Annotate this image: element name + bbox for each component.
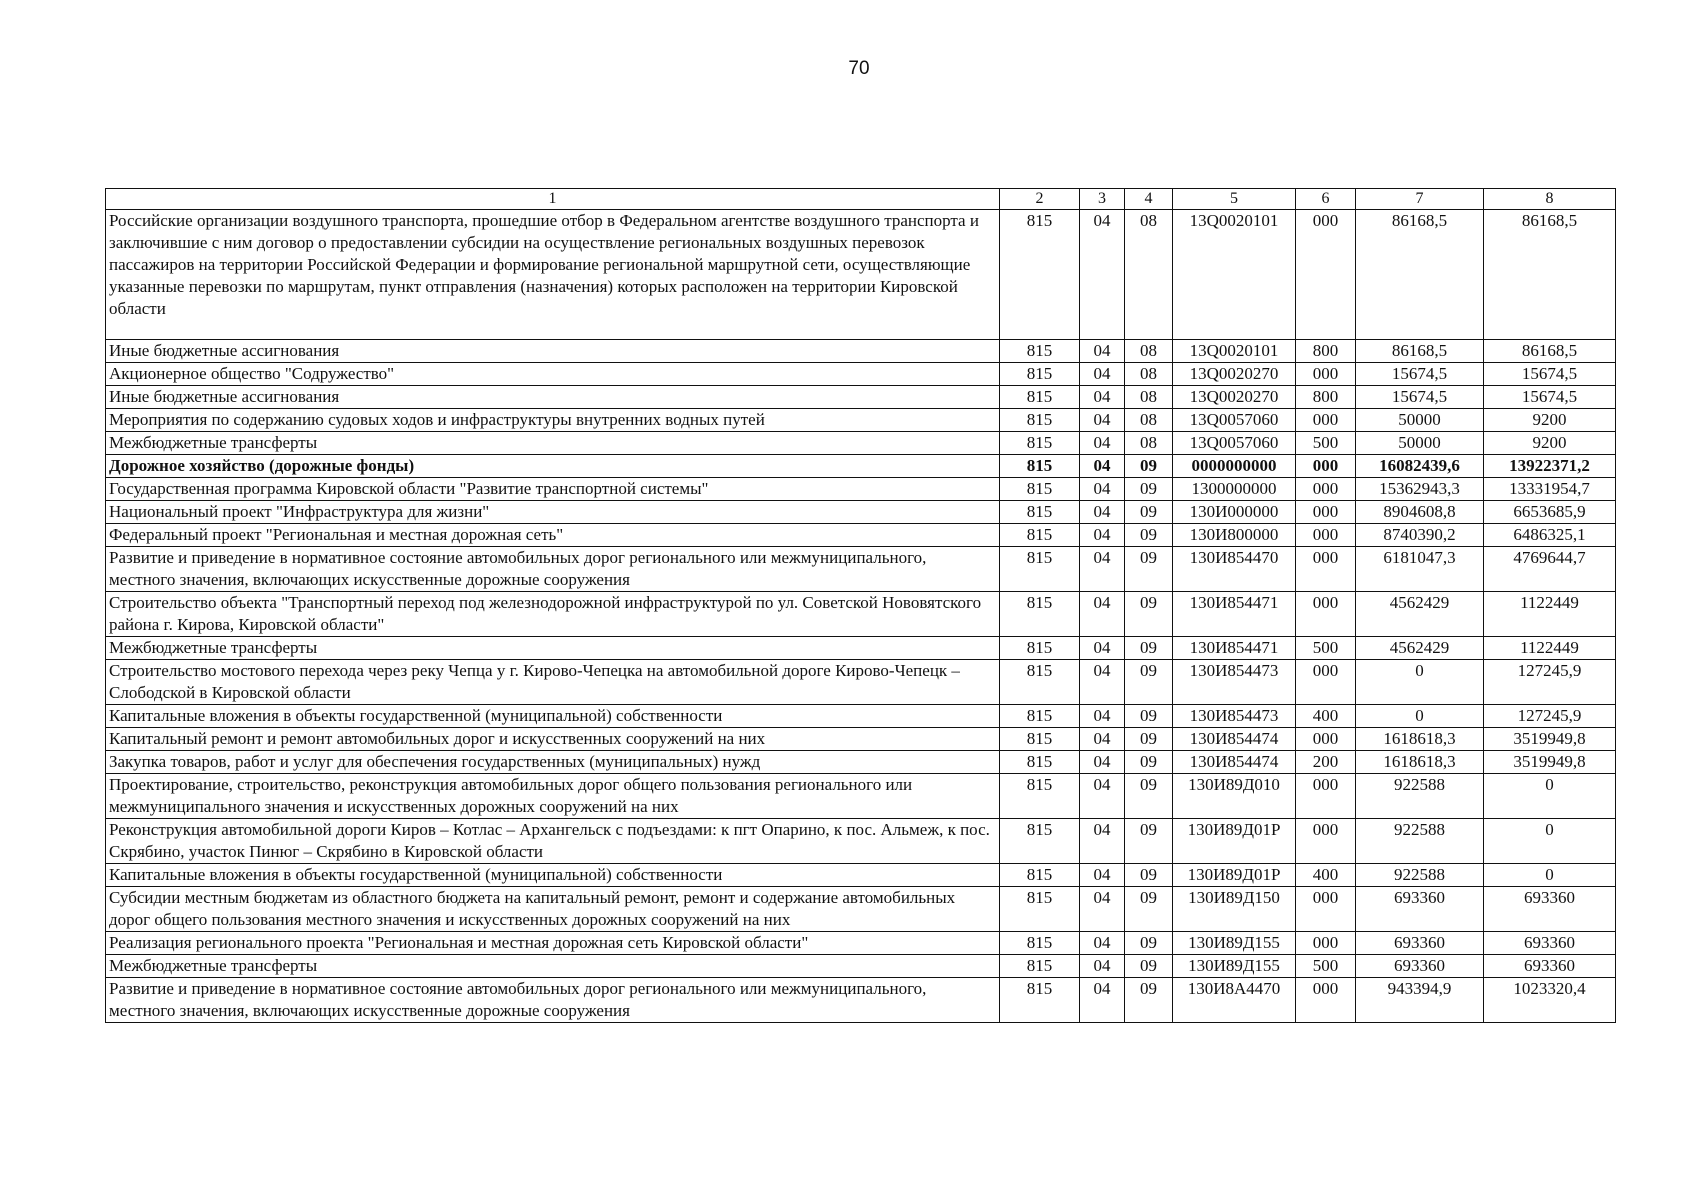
row-col4-cell: 09 — [1125, 547, 1173, 592]
row-col3-cell: 04 — [1080, 455, 1125, 478]
table-body — [106, 210, 1616, 1023]
row-col7-cell: 86168,5 — [1356, 210, 1484, 340]
row-col5-cell: 130И8А4470 — [1173, 978, 1296, 1023]
row-name-cell: Федеральный проект "Региональная и местная дорожная сеть" — [106, 524, 1000, 547]
row-name-cell: Межбюджетные трансферты — [106, 637, 1000, 660]
row-col6-cell: 000 — [1296, 501, 1356, 524]
row-col6-cell: 000 — [1296, 409, 1356, 432]
row-name-cell: Акционерное общество "Содружество" — [106, 363, 1000, 386]
row-name-cell: Государственная программа Кировской области "Развитие транспортной системы" — [106, 478, 1000, 501]
row-col3-cell: 04 — [1080, 363, 1125, 386]
row-col5-cell: 13Q0020101 — [1173, 340, 1296, 363]
row-col4-cell: 09 — [1125, 501, 1173, 524]
row-col8-cell: 3519949,8 — [1484, 751, 1616, 774]
row-col3-cell: 04 — [1080, 819, 1125, 864]
row-name-cell: Капитальный ремонт и ремонт автомобильных дорог и искусственных сооружений на них — [106, 728, 1000, 751]
row-col8-cell: 127245,9 — [1484, 705, 1616, 728]
row-col4-cell: 09 — [1125, 524, 1173, 547]
row-col6-cell: 000 — [1296, 478, 1356, 501]
row-col2-cell: 815 — [1000, 501, 1080, 524]
row-col5-cell: 130И854474 — [1173, 751, 1296, 774]
row-col6-cell: 000 — [1296, 547, 1356, 592]
row-col4-cell: 09 — [1125, 637, 1173, 660]
row-col6-cell: 500 — [1296, 955, 1356, 978]
row-col6-cell: 000 — [1296, 592, 1356, 637]
row-col4-cell: 08 — [1125, 363, 1173, 386]
row-col2-cell: 815 — [1000, 210, 1080, 340]
table-row — [106, 501, 1616, 524]
row-col7-cell: 4562429 — [1356, 592, 1484, 637]
row-col8-cell: 693360 — [1484, 932, 1616, 955]
row-col2-cell: 815 — [1000, 819, 1080, 864]
row-col6-cell: 000 — [1296, 524, 1356, 547]
row-col5-cell: 130И89Д155 — [1173, 955, 1296, 978]
row-col2-cell: 815 — [1000, 705, 1080, 728]
table-row — [106, 751, 1616, 774]
table-row — [106, 660, 1616, 705]
row-col7-cell: 50000 — [1356, 409, 1484, 432]
row-col2-cell: 815 — [1000, 386, 1080, 409]
row-col5-cell: 1300000000 — [1173, 478, 1296, 501]
row-col8-cell: 0 — [1484, 864, 1616, 887]
row-col3-cell: 04 — [1080, 887, 1125, 932]
row-col7-cell: 4562429 — [1356, 637, 1484, 660]
row-col4-cell: 08 — [1125, 432, 1173, 455]
row-col5-cell: 130И854473 — [1173, 660, 1296, 705]
column-header: 1 — [106, 189, 1000, 210]
row-col5-cell: 0000000000 — [1173, 455, 1296, 478]
row-col7-cell: 15674,5 — [1356, 363, 1484, 386]
row-col3-cell: 04 — [1080, 660, 1125, 705]
row-col8-cell: 13922371,2 — [1484, 455, 1616, 478]
table-row — [106, 592, 1616, 637]
column-header: 6 — [1296, 189, 1356, 210]
row-col3-cell: 04 — [1080, 637, 1125, 660]
table-row — [106, 887, 1616, 932]
row-col3-cell: 04 — [1080, 955, 1125, 978]
row-col2-cell: 815 — [1000, 637, 1080, 660]
table-row — [106, 774, 1616, 819]
row-col8-cell: 1122449 — [1484, 592, 1616, 637]
row-name-cell: Дорожное хозяйство (дорожные фонды) — [106, 455, 1000, 478]
row-name-cell: Развитие и приведение в нормативное состояние автомобильных дорог регионального или межмуниципального, местного значения, включающих искусственные дорожные сооружения — [106, 978, 1000, 1023]
row-col7-cell: 0 — [1356, 705, 1484, 728]
row-col7-cell: 693360 — [1356, 955, 1484, 978]
row-col7-cell: 8740390,2 — [1356, 524, 1484, 547]
row-col3-cell: 04 — [1080, 409, 1125, 432]
row-col8-cell: 9200 — [1484, 432, 1616, 455]
row-col5-cell: 130И89Д01Р — [1173, 819, 1296, 864]
row-col7-cell: 15362943,3 — [1356, 478, 1484, 501]
row-col8-cell: 6486325,1 — [1484, 524, 1616, 547]
row-col2-cell: 815 — [1000, 409, 1080, 432]
table-row — [106, 478, 1616, 501]
row-col5-cell: 130И89Д010 — [1173, 774, 1296, 819]
row-col7-cell: 0 — [1356, 660, 1484, 705]
row-col7-cell: 922588 — [1356, 774, 1484, 819]
row-col6-cell: 800 — [1296, 386, 1356, 409]
row-col4-cell: 09 — [1125, 455, 1173, 478]
row-name-cell: Проектирование, строительство, реконструкция автомобильных дорог общего пользования регионального или межмуниципального значения и искусственных дорожных сооружений на них — [106, 774, 1000, 819]
row-col2-cell: 815 — [1000, 547, 1080, 592]
row-col3-cell: 04 — [1080, 340, 1125, 363]
row-col5-cell: 13Q0057060 — [1173, 409, 1296, 432]
row-col3-cell: 04 — [1080, 524, 1125, 547]
row-col4-cell: 09 — [1125, 864, 1173, 887]
column-header: 3 — [1080, 189, 1125, 210]
row-col7-cell: 86168,5 — [1356, 340, 1484, 363]
row-col7-cell: 8904608,8 — [1356, 501, 1484, 524]
row-col4-cell: 09 — [1125, 774, 1173, 819]
row-col8-cell: 0 — [1484, 819, 1616, 864]
row-col2-cell: 815 — [1000, 887, 1080, 932]
row-col5-cell: 130И89Д01Р — [1173, 864, 1296, 887]
row-col8-cell: 9200 — [1484, 409, 1616, 432]
row-col6-cell: 400 — [1296, 864, 1356, 887]
row-col5-cell: 130И854473 — [1173, 705, 1296, 728]
row-col7-cell: 1618618,3 — [1356, 751, 1484, 774]
row-col8-cell: 1023320,4 — [1484, 978, 1616, 1023]
table-row — [106, 524, 1616, 547]
row-name-cell: Национальный проект "Инфраструктура для жизни" — [106, 501, 1000, 524]
row-col4-cell: 09 — [1125, 478, 1173, 501]
row-col7-cell: 50000 — [1356, 432, 1484, 455]
row-col7-cell: 15674,5 — [1356, 386, 1484, 409]
row-name-cell: Межбюджетные трансферты — [106, 955, 1000, 978]
row-col8-cell: 4769644,7 — [1484, 547, 1616, 592]
table-row — [106, 864, 1616, 887]
row-col3-cell: 04 — [1080, 432, 1125, 455]
row-col7-cell: 6181047,3 — [1356, 547, 1484, 592]
table-row — [106, 386, 1616, 409]
row-col8-cell: 86168,5 — [1484, 210, 1616, 340]
row-col4-cell: 09 — [1125, 819, 1173, 864]
row-col2-cell: 815 — [1000, 774, 1080, 819]
row-col8-cell: 15674,5 — [1484, 363, 1616, 386]
row-col4-cell: 08 — [1125, 340, 1173, 363]
row-col4-cell: 09 — [1125, 887, 1173, 932]
row-col3-cell: 04 — [1080, 386, 1125, 409]
column-header: 5 — [1173, 189, 1296, 210]
row-col3-cell: 04 — [1080, 705, 1125, 728]
row-col3-cell: 04 — [1080, 592, 1125, 637]
row-name-cell: Реконструкция автомобильной дороги Киров – Котлас – Архангельск с подъездами: к пгт Опарино, к пос. Альмеж, к пос. Скрябино, участок Пинюг – Скрябино в Кировской области — [106, 819, 1000, 864]
row-col2-cell: 815 — [1000, 478, 1080, 501]
row-col6-cell: 000 — [1296, 728, 1356, 751]
row-name-cell: Реализация регионального проекта "Региональная и местная дорожная сеть Кировской области" — [106, 932, 1000, 955]
row-name-cell: Иные бюджетные ассигнования — [106, 340, 1000, 363]
row-col3-cell: 04 — [1080, 501, 1125, 524]
row-name-cell: Российские организации воздушного транспорта, прошедшие отбор в Федеральном агентстве воздушного транспорта и заключившие с ним договор о предоставлении субсидии на осуществление региональных воздушных перевозок пассажиров на территории Российской Федерации и формирование региональной маршрутной сети, осуществляющие указанные перевозки по маршрутам, пункт отправления (назначения) которых расположен на территории Кировской области — [106, 210, 1000, 340]
row-name-cell: Капитальные вложения в объекты государственной (муниципальной) собственности — [106, 864, 1000, 887]
row-col5-cell: 130И854471 — [1173, 592, 1296, 637]
row-col5-cell: 130И800000 — [1173, 524, 1296, 547]
row-col7-cell: 16082439,6 — [1356, 455, 1484, 478]
row-col2-cell: 815 — [1000, 864, 1080, 887]
row-col7-cell: 1618618,3 — [1356, 728, 1484, 751]
row-col7-cell: 943394,9 — [1356, 978, 1484, 1023]
row-col5-cell: 130И854474 — [1173, 728, 1296, 751]
row-col6-cell: 000 — [1296, 819, 1356, 864]
row-col4-cell: 09 — [1125, 978, 1173, 1023]
row-col4-cell: 09 — [1125, 751, 1173, 774]
row-col6-cell: 400 — [1296, 705, 1356, 728]
row-col4-cell: 09 — [1125, 932, 1173, 955]
row-col2-cell: 815 — [1000, 340, 1080, 363]
row-col6-cell: 800 — [1296, 340, 1356, 363]
table-row — [106, 547, 1616, 592]
row-col3-cell: 04 — [1080, 751, 1125, 774]
row-col2-cell: 815 — [1000, 955, 1080, 978]
table-row — [106, 455, 1616, 478]
row-col2-cell: 815 — [1000, 432, 1080, 455]
row-col2-cell: 815 — [1000, 524, 1080, 547]
row-col8-cell: 1122449 — [1484, 637, 1616, 660]
page-number: 70 — [848, 58, 870, 79]
row-col7-cell: 922588 — [1356, 864, 1484, 887]
row-col7-cell: 922588 — [1356, 819, 1484, 864]
row-col5-cell: 130И89Д155 — [1173, 932, 1296, 955]
row-col3-cell: 04 — [1080, 932, 1125, 955]
row-col6-cell: 200 — [1296, 751, 1356, 774]
row-col3-cell: 04 — [1080, 728, 1125, 751]
row-name-cell: Развитие и приведение в нормативное состояние автомобильных дорог регионального или межмуниципального, местного значения, включающих искусственные дорожные сооружения — [106, 547, 1000, 592]
row-col2-cell: 815 — [1000, 978, 1080, 1023]
row-col6-cell: 000 — [1296, 887, 1356, 932]
table-row — [106, 363, 1616, 386]
row-col6-cell: 000 — [1296, 660, 1356, 705]
row-name-cell: Капитальные вложения в объекты государственной (муниципальной) собственности — [106, 705, 1000, 728]
row-col6-cell: 000 — [1296, 363, 1356, 386]
row-col8-cell: 0 — [1484, 774, 1616, 819]
row-col3-cell: 04 — [1080, 210, 1125, 340]
table-row — [106, 409, 1616, 432]
row-col8-cell: 693360 — [1484, 955, 1616, 978]
table-row — [106, 210, 1616, 340]
row-col8-cell: 86168,5 — [1484, 340, 1616, 363]
table-row — [106, 705, 1616, 728]
table-row — [106, 955, 1616, 978]
row-name-cell: Строительство объекта "Транспортный переход под железнодорожной инфраструктурой по ул. Советской Нововятского района г. Кирова, Кировской области" — [106, 592, 1000, 637]
row-col5-cell: 130И000000 — [1173, 501, 1296, 524]
row-col2-cell: 815 — [1000, 932, 1080, 955]
table-row — [106, 819, 1616, 864]
table-row — [106, 432, 1616, 455]
row-name-cell: Закупка товаров, работ и услуг для обеспечения государственных (муниципальных) нужд — [106, 751, 1000, 774]
row-col4-cell: 08 — [1125, 210, 1173, 340]
row-col2-cell: 815 — [1000, 660, 1080, 705]
row-col5-cell: 130И854470 — [1173, 547, 1296, 592]
row-col6-cell: 500 — [1296, 432, 1356, 455]
table-row — [106, 340, 1616, 363]
row-col3-cell: 04 — [1080, 547, 1125, 592]
row-col4-cell: 09 — [1125, 592, 1173, 637]
header-row — [106, 189, 1616, 210]
table-row — [106, 637, 1616, 660]
row-col8-cell: 13331954,7 — [1484, 478, 1616, 501]
column-header: 7 — [1356, 189, 1484, 210]
table-row — [106, 728, 1616, 751]
column-header: 8 — [1484, 189, 1616, 210]
row-col3-cell: 04 — [1080, 478, 1125, 501]
table-row — [106, 932, 1616, 955]
row-name-cell: Субсидии местным бюджетам из областного бюджета на капитальный ремонт, ремонт и содержание автомобильных дорог общего пользования местного значения и искусственных дорожных сооружений на них — [106, 887, 1000, 932]
row-col2-cell: 815 — [1000, 728, 1080, 751]
row-col6-cell: 000 — [1296, 774, 1356, 819]
row-col4-cell: 09 — [1125, 660, 1173, 705]
row-col5-cell: 130И854471 — [1173, 637, 1296, 660]
row-col8-cell: 693360 — [1484, 887, 1616, 932]
row-col6-cell: 000 — [1296, 455, 1356, 478]
row-name-cell: Мероприятия по содержанию судовых ходов и инфраструктуры внутренних водных путей — [106, 409, 1000, 432]
row-col8-cell: 15674,5 — [1484, 386, 1616, 409]
row-col2-cell: 815 — [1000, 751, 1080, 774]
row-name-cell: Строительство мостового перехода через реку Чепца у г. Кирово-Чепецка на автомобильной дороге Кирово-Чепецк – Слободской в Кировской области — [106, 660, 1000, 705]
row-col3-cell: 04 — [1080, 864, 1125, 887]
row-col4-cell: 08 — [1125, 409, 1173, 432]
row-col4-cell: 09 — [1125, 728, 1173, 751]
table-row — [106, 978, 1616, 1023]
row-col7-cell: 693360 — [1356, 932, 1484, 955]
row-col4-cell: 08 — [1125, 386, 1173, 409]
row-name-cell: Иные бюджетные ассигнования — [106, 386, 1000, 409]
row-col3-cell: 04 — [1080, 978, 1125, 1023]
column-header: 4 — [1125, 189, 1173, 210]
row-col7-cell: 693360 — [1356, 887, 1484, 932]
row-col4-cell: 09 — [1125, 955, 1173, 978]
row-col6-cell: 000 — [1296, 978, 1356, 1023]
column-header: 2 — [1000, 189, 1080, 210]
row-col6-cell: 500 — [1296, 637, 1356, 660]
row-col5-cell: 130И89Д150 — [1173, 887, 1296, 932]
row-col4-cell: 09 — [1125, 705, 1173, 728]
row-col5-cell: 13Q0057060 — [1173, 432, 1296, 455]
row-name-cell: Межбюджетные трансферты — [106, 432, 1000, 455]
row-col6-cell: 000 — [1296, 932, 1356, 955]
row-col5-cell: 13Q0020270 — [1173, 363, 1296, 386]
row-col2-cell: 815 — [1000, 455, 1080, 478]
row-col8-cell: 6653685,9 — [1484, 501, 1616, 524]
budget-table — [105, 188, 1616, 1023]
row-col8-cell: 127245,9 — [1484, 660, 1616, 705]
row-col3-cell: 04 — [1080, 774, 1125, 819]
row-col6-cell: 000 — [1296, 210, 1356, 340]
row-col5-cell: 13Q0020101 — [1173, 210, 1296, 340]
row-col2-cell: 815 — [1000, 363, 1080, 386]
row-col2-cell: 815 — [1000, 592, 1080, 637]
row-col8-cell: 3519949,8 — [1484, 728, 1616, 751]
row-col5-cell: 13Q0020270 — [1173, 386, 1296, 409]
